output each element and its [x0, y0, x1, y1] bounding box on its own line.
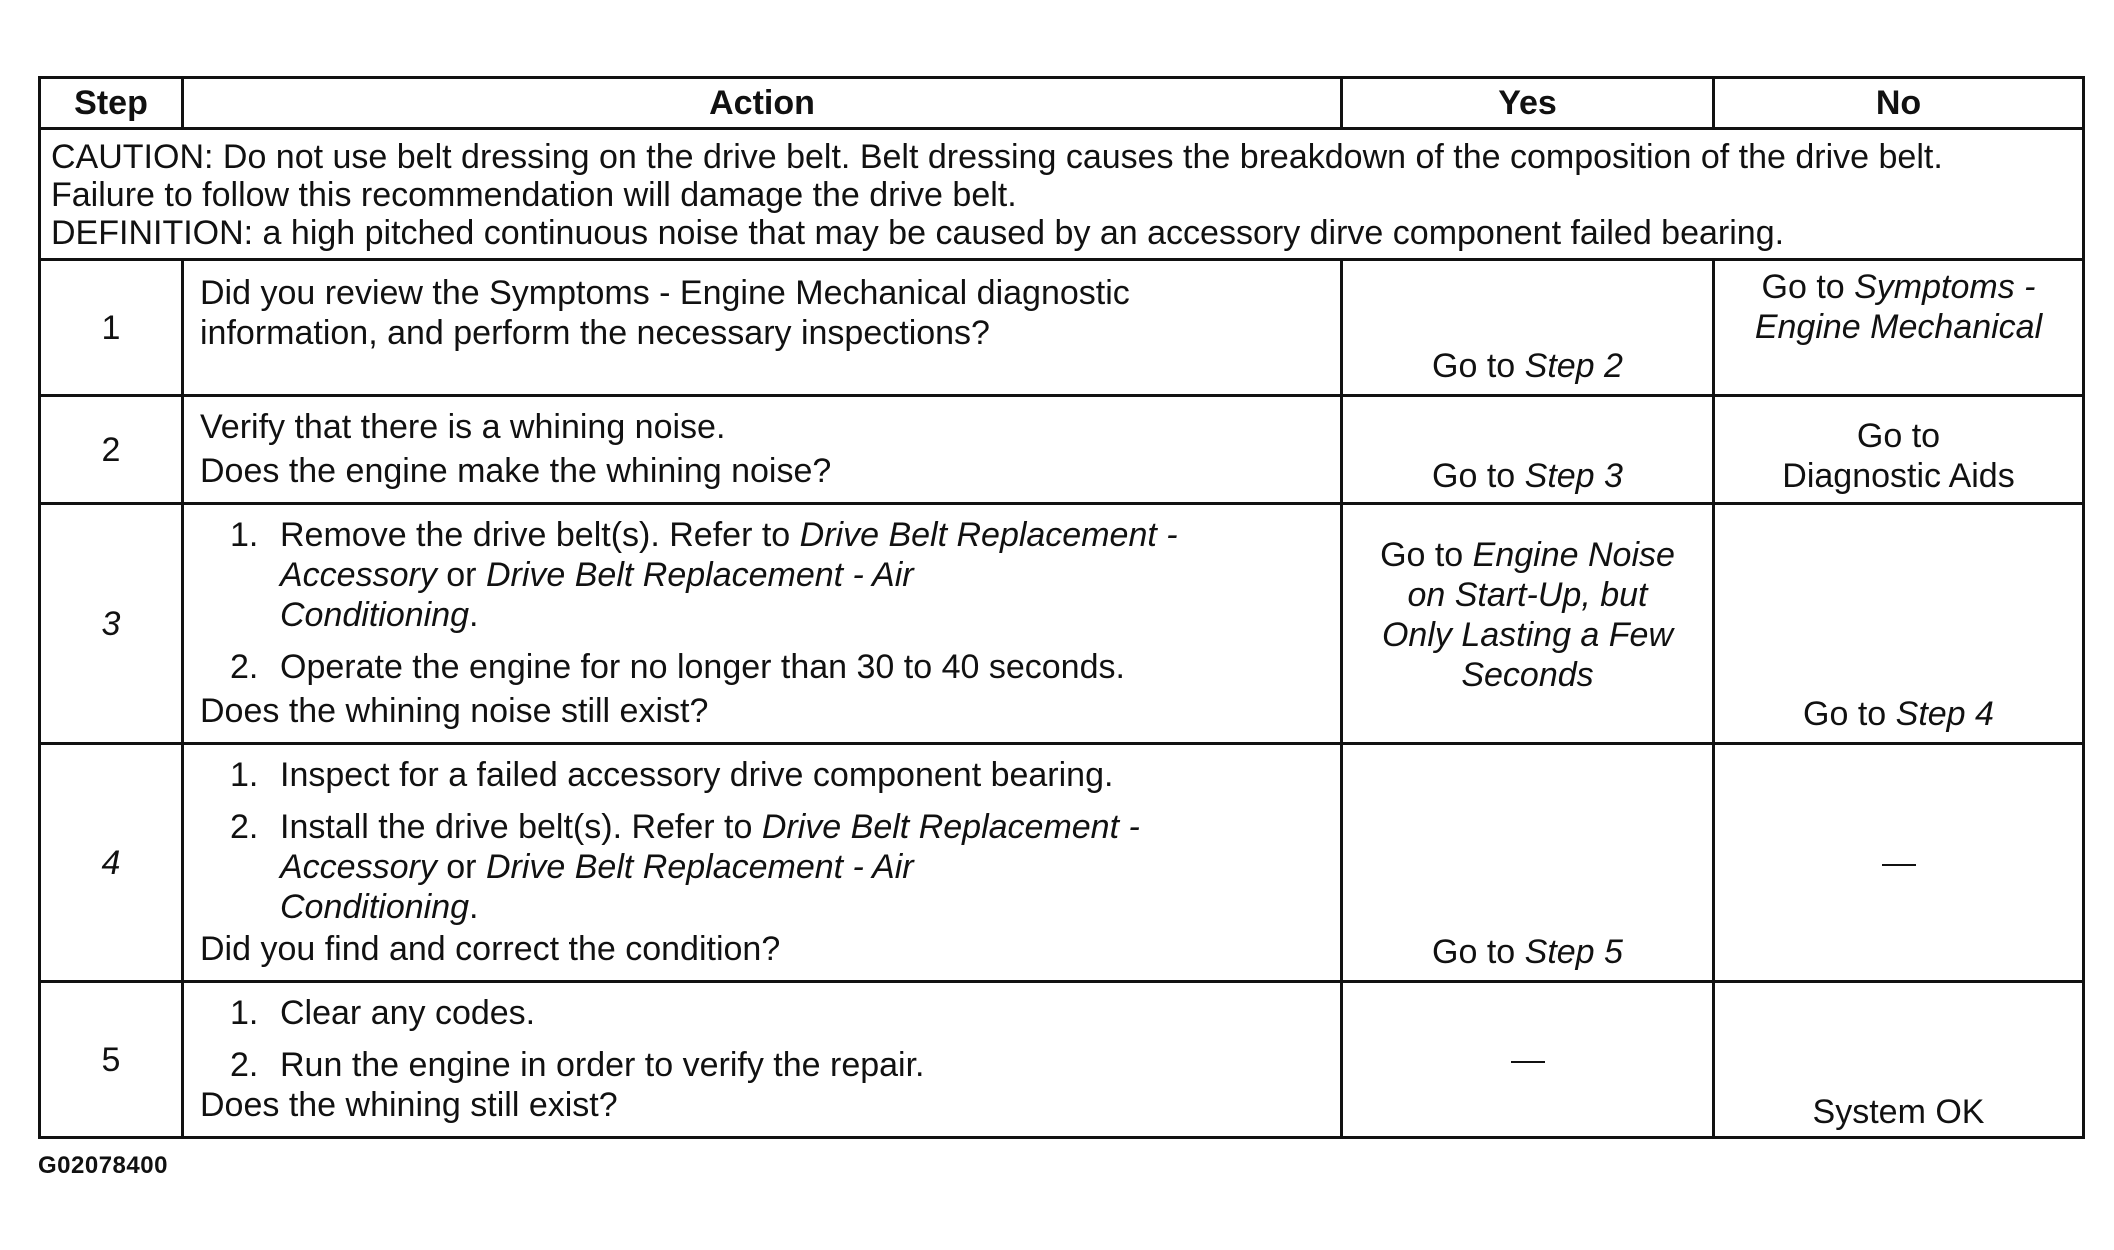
notes-row	[40, 129, 2084, 260]
accessory-link[interactable]: Accessory	[280, 556, 437, 594]
table-row-step-4	[40, 744, 2084, 982]
table-row-step-3	[40, 504, 2084, 744]
accessory-link[interactable]: Accessory	[280, 848, 437, 886]
action-cell	[183, 396, 1342, 504]
step-link[interactable]: Step 5	[1524, 933, 1623, 971]
yes-cell	[1342, 504, 1714, 744]
header-yes: Yes	[1342, 78, 1714, 129]
table-row-step-1	[40, 260, 2084, 396]
question-text: Does the engine make the whining noise?	[200, 452, 832, 490]
action-text: information, and perform the necessary inspections?	[200, 314, 990, 352]
header-no: No	[1714, 78, 2084, 129]
list-item: 1. Remove the drive belt(s). Refer to Drive Belt Replacement - Accessory or Drive Belt Replacement - Air Conditioning.	[230, 516, 1178, 634]
yes-prefix: Go to	[1432, 457, 1525, 495]
action-text: Verify that there is a whining noise.	[200, 408, 726, 446]
header-step: Step	[40, 78, 183, 129]
dash-mark	[1882, 864, 1916, 866]
figure-id: G02078400	[38, 1152, 168, 1179]
no-cell	[1714, 260, 2084, 396]
header-row	[40, 78, 2084, 129]
list-item: 2. Operate the engine for no longer than 30 to 40 seconds.	[230, 648, 1125, 686]
yes-prefix: Go to	[1380, 536, 1473, 574]
yes-cell	[1342, 396, 1714, 504]
yes-prefix: Go to	[1432, 347, 1525, 385]
action-cell	[183, 744, 1342, 982]
system-ok-text: System OK	[1812, 1093, 1985, 1131]
no-cell	[1714, 396, 2084, 504]
diagnostic-table	[38, 76, 2085, 1139]
step-number: 4	[40, 744, 183, 982]
question-text: Does the whining still exist?	[200, 1086, 618, 1124]
notes-cell	[40, 129, 2084, 260]
action-cell	[183, 260, 1342, 396]
step-number: 3	[40, 504, 183, 744]
step-link[interactable]: Step 4	[1895, 695, 1994, 733]
table-row-step-2	[40, 396, 2084, 504]
list-item: 1. Inspect for a failed accessory drive component bearing.	[230, 756, 1114, 794]
list-item: 1. Clear any codes.	[230, 994, 536, 1032]
no-cell	[1714, 982, 2084, 1138]
conditioning-link[interactable]: Conditioning	[280, 596, 470, 634]
symptoms-link[interactable]: Symptoms -	[1854, 268, 2036, 306]
caution-line-2: Failure to follow this recommendation will damage the drive belt.	[51, 176, 1017, 214]
drive-belt-replacement-air-link[interactable]: Drive Belt Replacement - Air	[485, 848, 914, 886]
drive-belt-replacement-link[interactable]: Drive Belt Replacement -	[799, 516, 1178, 554]
no-cell	[1714, 504, 2084, 744]
action-text: Did you review the Symptoms - Engine Mechanical diagnostic	[200, 274, 1130, 312]
list-item: 2. Run the engine in order to verify the repair.	[230, 1046, 925, 1084]
definition-line: DEFINITION: a high pitched continuous noise that may be caused by an accessory dirve component failed bearing.	[51, 214, 1785, 252]
step-number: 5	[40, 982, 183, 1138]
symptoms-link-cont[interactable]: Engine Mechanical	[1754, 308, 2043, 346]
no-prefix: Go to	[1761, 268, 1855, 306]
yes-cell	[1342, 744, 1714, 982]
no-prefix: Go to	[1803, 695, 1896, 733]
engine-noise-link[interactable]: Engine Noise	[1472, 536, 1675, 574]
engine-noise-link-cont[interactable]: Only Lasting a Few	[1381, 616, 1674, 654]
action-cell	[183, 982, 1342, 1138]
engine-noise-link-cont[interactable]: Seconds	[1461, 656, 1594, 694]
header-action: Action	[183, 78, 1342, 129]
action-cell	[183, 504, 1342, 744]
drive-belt-replacement-air-link[interactable]: Drive Belt Replacement - Air	[485, 556, 914, 594]
question-text: Does the whining noise still exist?	[200, 692, 709, 730]
drive-belt-replacement-link[interactable]: Drive Belt Replacement -	[761, 808, 1140, 846]
caution-line-1: CAUTION: Do not use belt dressing on the drive belt. Belt dressing causes the breakdown of the composition of the drive belt.	[51, 138, 1943, 176]
step-number: 2	[40, 396, 183, 504]
yes-cell	[1342, 260, 1714, 396]
question-text: Did you find and correct the condition?	[200, 930, 781, 968]
no-cell	[1714, 744, 2084, 982]
step-link[interactable]: Step 3	[1524, 457, 1623, 495]
dash-mark	[1511, 1061, 1545, 1063]
yes-cell	[1342, 982, 1714, 1138]
yes-prefix: Go to	[1432, 933, 1525, 971]
engine-noise-link-cont[interactable]: on Start-Up, but	[1407, 576, 1648, 614]
list-item: 2. Install the drive belt(s). Refer to Drive Belt Replacement - Accessory or Drive Belt Replacement - Air Conditioning.	[230, 808, 1140, 926]
no-text: Go to	[1856, 417, 1941, 455]
diagnostic-aids-link[interactable]: Diagnostic Aids	[1782, 457, 2015, 495]
conditioning-link[interactable]: Conditioning	[280, 888, 470, 926]
step-link[interactable]: Step 2	[1524, 347, 1623, 385]
table-row-step-5	[40, 982, 2084, 1138]
step-number: 1	[40, 260, 183, 396]
